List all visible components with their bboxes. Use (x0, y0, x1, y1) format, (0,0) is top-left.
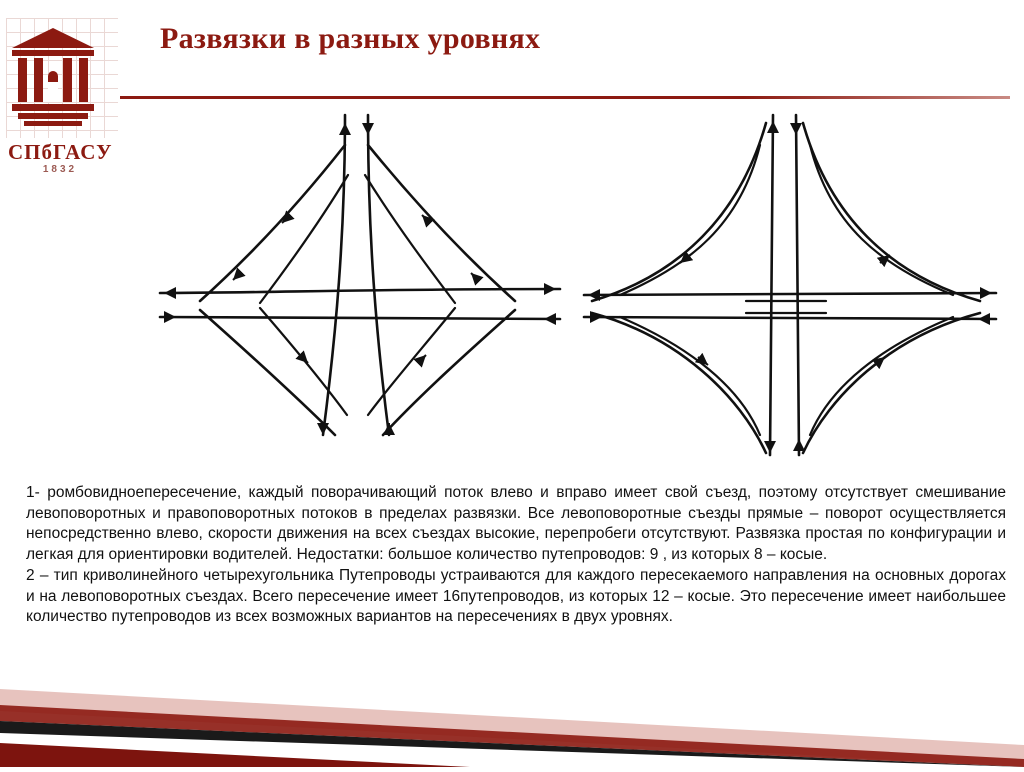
university-building-emblem-icon (10, 26, 96, 138)
body-paragraph-2: 2 – тип криволинейного четырехугольника Путепроводы устраиваются для каждого пересекаемого направления на основных дорогах и на левоповоротных съездах. Всего пересечение имеет 16путепроводов, из которых 12 – косые. Это пересечение имеет наибольшее количество путепроводов из всех возможных вариантов на пересечениях в двух уровнях. (26, 567, 1006, 625)
curvilinear-quadrangle-interchange-diagram (570, 105, 1010, 475)
logo (6, 18, 118, 186)
logo-abbreviation: СПбГАСУ (8, 140, 113, 164)
footer-decoration (0, 647, 1024, 767)
figures-area (120, 105, 1020, 475)
body-text (26, 483, 1006, 628)
page-title: Развязки в разных уровнях (160, 22, 541, 55)
logo-year: 1832 (42, 164, 78, 175)
title-divider (120, 96, 1010, 99)
slide-header (0, 0, 1024, 100)
diamond-interchange-diagram (140, 105, 580, 475)
body-paragraph-1: 1- ромбовидноепересечение, каждый поворачивающий поток влево и вправо имеет свой съезд, поэтому отсутствует смешивание левоповоротных и правоповоротных потоков в пределах развязки. Все левоповоротные съезды прямые – поворот осуществляется непосредственно влево, скорости движения на всех съездах высокие, перепробеги отсутствуют. Развязка простая по конфигурации и легкая для ориентировки водителей. Недостатки: большое количество путепроводов: 9 , из которых 8 – косые. (26, 484, 1006, 563)
